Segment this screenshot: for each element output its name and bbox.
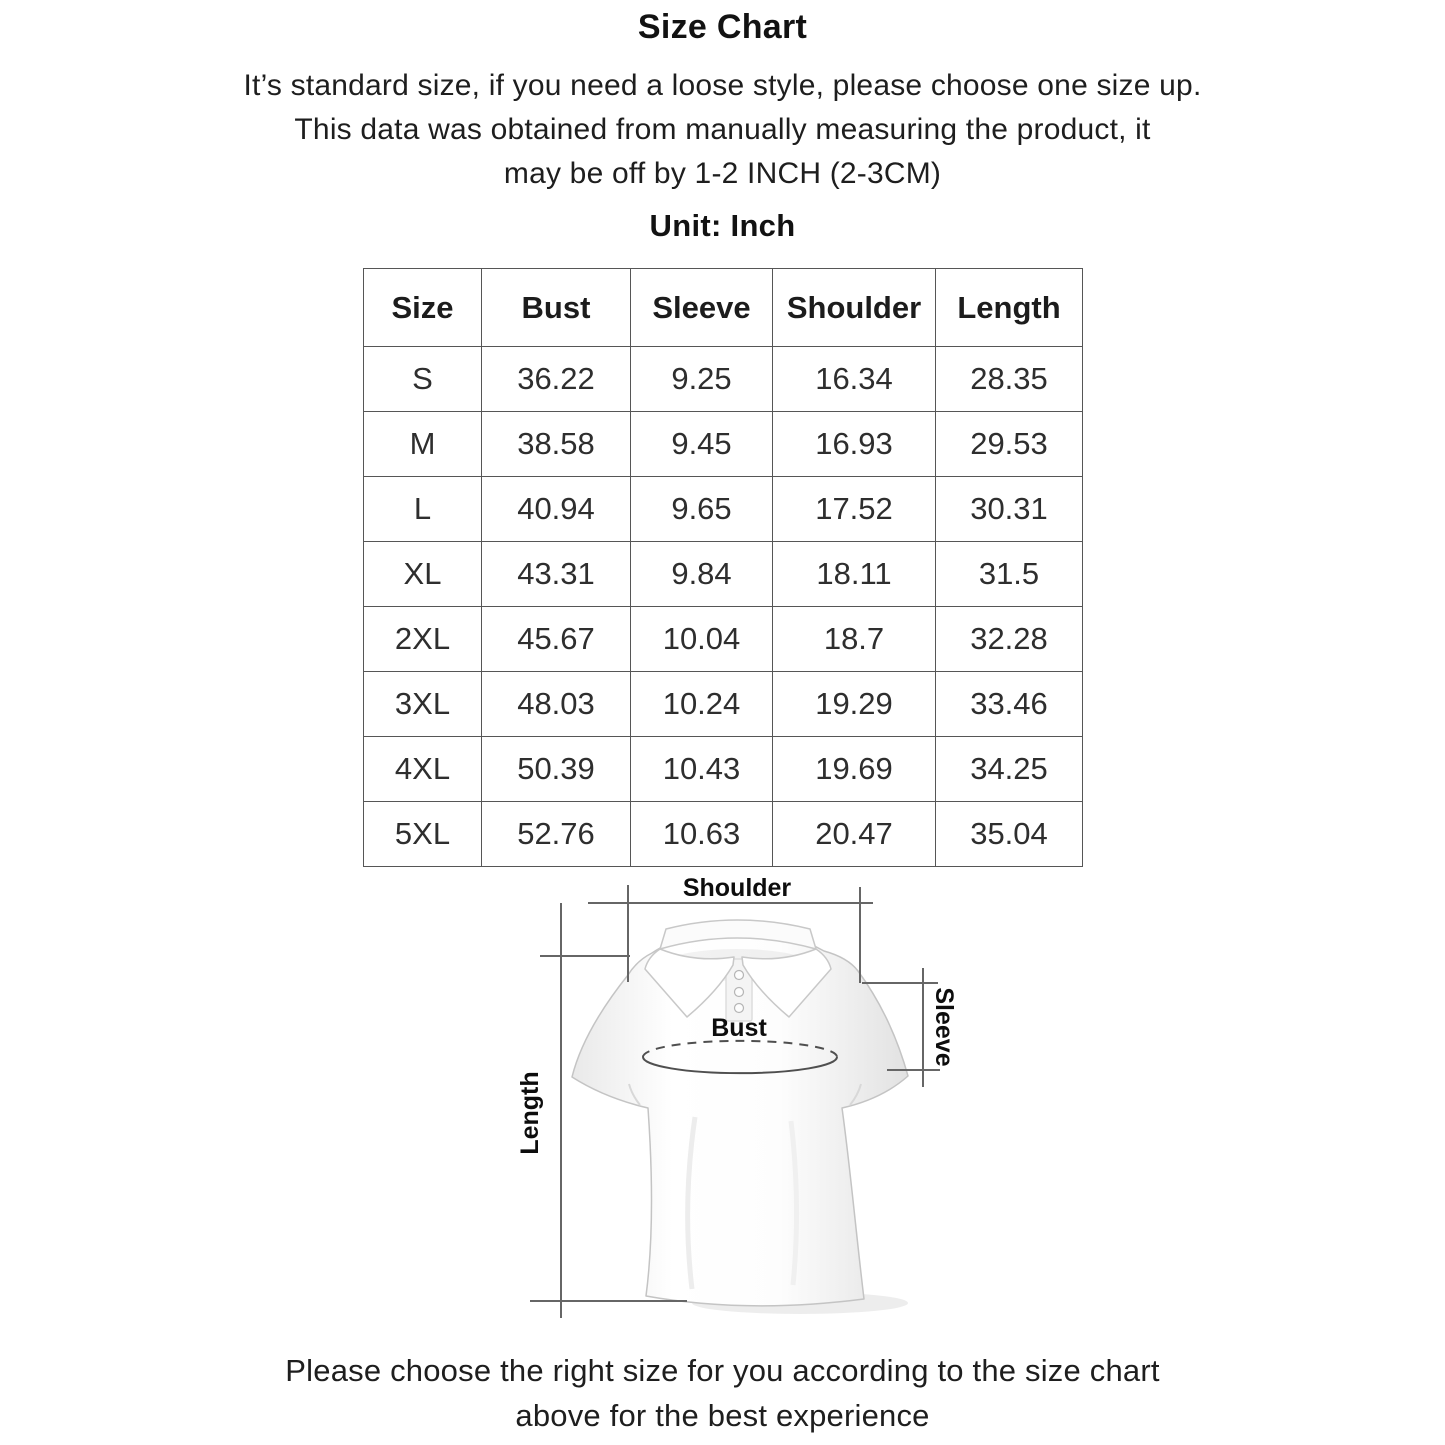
value-cell: 20.47 xyxy=(773,802,936,867)
text-line: above for the best experience xyxy=(515,1398,930,1433)
measurement-diagram xyxy=(490,865,1010,1335)
column-header-sleeve: Sleeve xyxy=(631,269,773,347)
size-cell: 2XL xyxy=(364,607,482,672)
text-line: It’s standard size, if you need a loose style, please choose one size up. xyxy=(243,69,1202,102)
value-cell: 10.63 xyxy=(631,802,773,867)
button xyxy=(735,988,744,997)
value-cell: 38.58 xyxy=(482,412,631,477)
table-row xyxy=(364,412,1083,477)
size-table-body xyxy=(364,347,1083,867)
value-cell: 9.25 xyxy=(631,347,773,412)
value-cell: 33.46 xyxy=(936,672,1083,737)
footer-note xyxy=(0,1348,1445,1438)
table-row xyxy=(364,672,1083,737)
size-table-head xyxy=(364,269,1083,347)
text-line: may be off by 1-2 INCH (2-3CM) xyxy=(503,157,942,190)
value-cell: 36.22 xyxy=(482,347,631,412)
value-cell: 29.53 xyxy=(936,412,1083,477)
value-cell: 28.35 xyxy=(936,347,1083,412)
value-cell: 30.31 xyxy=(936,477,1083,542)
table-row xyxy=(364,542,1083,607)
value-cell: 19.69 xyxy=(773,737,936,802)
button xyxy=(735,1004,744,1013)
value-cell: 48.03 xyxy=(482,672,631,737)
value-cell: 10.24 xyxy=(631,672,773,737)
text-line: This data was obtained from manually measuring the product, it xyxy=(294,113,1151,146)
value-cell: 9.45 xyxy=(631,412,773,477)
value-cell: 35.04 xyxy=(936,802,1083,867)
value-cell: 16.93 xyxy=(773,412,936,477)
value-cell: 18.7 xyxy=(773,607,936,672)
button xyxy=(735,971,744,980)
sleeve-label: Sleeve xyxy=(930,987,958,1067)
value-cell: 9.84 xyxy=(631,542,773,607)
size-cell: S xyxy=(364,347,482,412)
value-cell: 16.34 xyxy=(773,347,936,412)
value-cell: 18.11 xyxy=(773,542,936,607)
value-cell: 34.25 xyxy=(936,737,1083,802)
column-header-bust: Bust xyxy=(482,269,631,347)
size-cell: L xyxy=(364,477,482,542)
table-row xyxy=(364,347,1083,412)
table-row xyxy=(364,477,1083,542)
header-row xyxy=(364,269,1083,347)
bust-label: Bust xyxy=(711,1014,767,1042)
size-cell: 3XL xyxy=(364,672,482,737)
size-table xyxy=(363,268,1083,867)
value-cell: 43.31 xyxy=(482,542,631,607)
size-cell: 5XL xyxy=(364,802,482,867)
size-cell: XL xyxy=(364,542,482,607)
value-cell: 9.65 xyxy=(631,477,773,542)
value-cell: 45.67 xyxy=(482,607,631,672)
shoulder-label: Shoulder xyxy=(682,874,792,902)
value-cell: 10.04 xyxy=(631,607,773,672)
table-row xyxy=(364,737,1083,802)
value-cell: 10.43 xyxy=(631,737,773,802)
unit-label: Unit: Inch xyxy=(649,208,796,243)
value-cell: 40.94 xyxy=(482,477,631,542)
value-cell: 32.28 xyxy=(936,607,1083,672)
value-cell: 31.5 xyxy=(936,542,1083,607)
column-header-size: Size xyxy=(364,269,482,347)
column-header-length: Length xyxy=(936,269,1083,347)
intro-text xyxy=(0,64,1445,196)
table-row xyxy=(364,802,1083,867)
polo-shirt-illustration xyxy=(572,920,908,1306)
value-cell: 17.52 xyxy=(773,477,936,542)
size-cell: M xyxy=(364,412,482,477)
value-cell: 50.39 xyxy=(482,737,631,802)
size-cell: 4XL xyxy=(364,737,482,802)
table-row xyxy=(364,607,1083,672)
value-cell: 52.76 xyxy=(482,802,631,867)
length-label: Length xyxy=(516,1071,544,1155)
page-title: Size Chart xyxy=(637,8,808,46)
value-cell: 19.29 xyxy=(773,672,936,737)
text-line: Please choose the right size for you according to the size chart xyxy=(285,1353,1160,1388)
column-header-shoulder: Shoulder xyxy=(773,269,936,347)
